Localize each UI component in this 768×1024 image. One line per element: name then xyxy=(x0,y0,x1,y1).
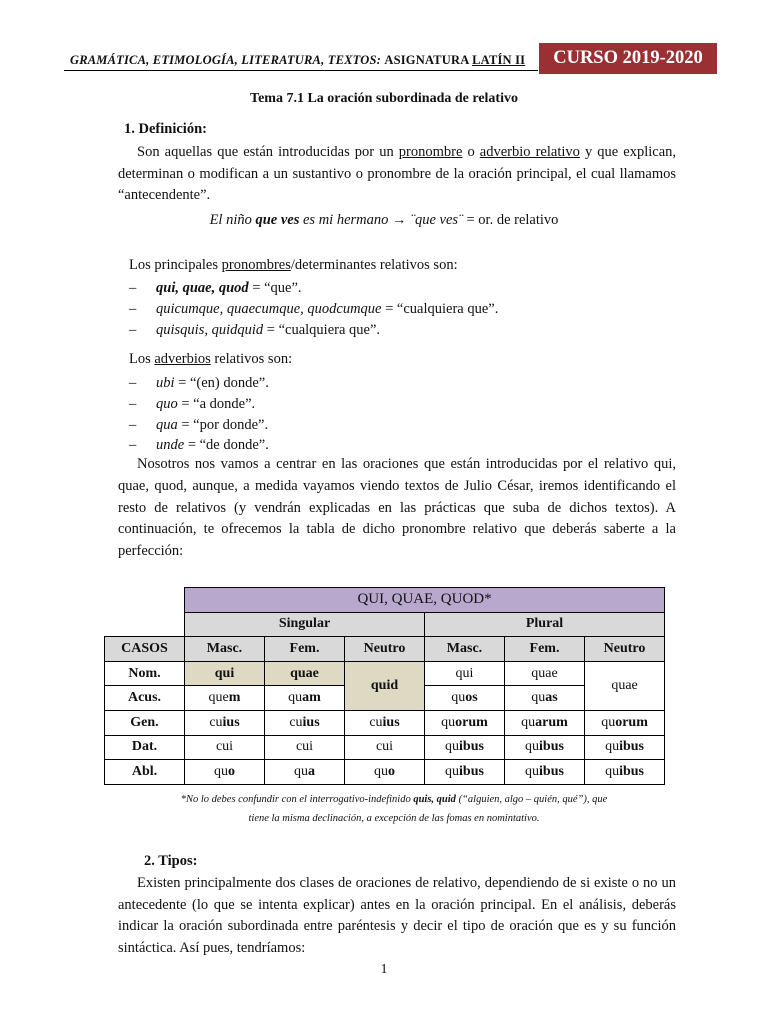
table-cell: qui xyxy=(425,661,505,686)
arrow-right-icon: → xyxy=(392,212,407,228)
table-cell: quo xyxy=(185,760,265,785)
table-cell: quarum xyxy=(505,710,585,735)
table-cell: quo xyxy=(345,760,425,785)
adverbs-label: Los adverbios relativos son: xyxy=(129,351,293,367)
table-footnote: *No lo debes confundir con el interrogativo-indefinido quis, quid (“alguien, algo – quién, qué”), que xyxy=(180,794,608,805)
table-cell: quibus xyxy=(505,735,585,760)
column-header: Masc. xyxy=(185,637,265,662)
table-cell: cuius xyxy=(185,710,265,735)
header-course-name: LATÍN II xyxy=(472,53,526,67)
table-cell: quorum xyxy=(425,710,505,735)
list-item: – qua = “por donde”. xyxy=(129,415,269,436)
casos-header: CASOS xyxy=(105,637,185,662)
column-header: Fem. xyxy=(505,637,585,662)
table-cell: cui xyxy=(345,735,425,760)
table-cell: quem xyxy=(185,686,265,711)
header-rule xyxy=(64,70,538,71)
column-header: Masc. xyxy=(425,637,505,662)
table-row xyxy=(105,760,665,785)
page-title: Tema 7.1 La oración subordinada de relativo xyxy=(250,91,518,106)
table-cell: quibus xyxy=(505,760,585,785)
case-label: Acus. xyxy=(105,686,185,711)
course-year-badge: CURSO 2019-2020 xyxy=(539,43,717,74)
table-title: QUI, QUAE, QUOD* xyxy=(185,588,665,613)
table-cell: cui xyxy=(265,735,345,760)
table-footnote-line2: tiene la misma declinación, a excepción de las fomas en nomintativo. xyxy=(248,813,540,824)
list-item: – unde = “de donde”. xyxy=(129,435,269,456)
plural-header: Plural xyxy=(425,612,665,637)
list-item: – qui, quae, quod = “que”. xyxy=(129,278,498,299)
table-cell: qua xyxy=(265,760,345,785)
example-sentence: El niño que ves es mi hermano → ¨que ves¨ = or. de relativo xyxy=(209,212,559,228)
list-item: – ubi = “(en) donde”. xyxy=(129,373,269,394)
table-cell: quas xyxy=(505,686,585,711)
table-cell: quibus xyxy=(425,760,505,785)
table-cell: quid xyxy=(345,661,425,710)
column-header: Neutro xyxy=(345,637,425,662)
definition-paragraph: Son aquellas que están introducidas por un pronombre o adverbio relativo y que explican, determinan o modifican a un sustantivo o pronombre de la oración principal, el cual llamamos “antecendente”. xyxy=(118,144,677,204)
case-label: Gen. xyxy=(105,710,185,735)
table-cell: quae xyxy=(585,661,665,710)
table-cell: qui xyxy=(185,661,265,686)
list-item: – quo = “a donde”. xyxy=(129,394,269,415)
pronouns-list xyxy=(129,278,498,340)
table-cell: quae xyxy=(265,661,345,686)
page-number: 1 xyxy=(380,962,388,977)
section-2-heading: 2. Tipos: xyxy=(144,853,198,869)
case-label: Nom. xyxy=(105,661,185,686)
table-row xyxy=(105,661,665,686)
pronouns-label: Los principales pronombres/determinantes relativos son: xyxy=(129,257,458,273)
table-cell: quorum xyxy=(585,710,665,735)
table-row xyxy=(105,735,665,760)
declension-table xyxy=(104,587,665,785)
case-label: Dat. xyxy=(105,735,185,760)
singular-header: Singular xyxy=(185,612,425,637)
column-header: Fem. xyxy=(265,637,345,662)
table-cell: quos xyxy=(425,686,505,711)
table-cell: cui xyxy=(185,735,265,760)
header-subjects: GRAMÁTICA, ETIMOLOGÍA, LITERATURA, TEXTOS xyxy=(70,53,377,67)
table-cell: quam xyxy=(265,686,345,711)
table-cell: quae xyxy=(505,661,585,686)
section-1-heading: 1. Definición: xyxy=(124,121,207,137)
table-cell: cuius xyxy=(265,710,345,735)
page-header: GRAMÁTICA, ETIMOLOGÍA, LITERATURA, TEXTOS: ASIGNATURA LATÍN II xyxy=(70,53,526,67)
column-header: Neutro xyxy=(585,637,665,662)
case-label: Abl. xyxy=(105,760,185,785)
table-cell: quibus xyxy=(585,760,665,785)
header-asignatura: ASIGNATURA xyxy=(384,53,473,67)
list-item: – quisquis, quidquid = “cualquiera que”. xyxy=(129,320,498,341)
table-cell: cuius xyxy=(345,710,425,735)
table-cell: quibus xyxy=(585,735,665,760)
table-row xyxy=(105,710,665,735)
types-paragraph: Existen principalmente dos clases de oraciones de relativo, dependiendo de si existe o no un antecedente (lo que se intenta explicar) antes en la oración principal. En el análisis, deberás indicar la oración subordinada entre paréntesis y decir el tipo de oración que es y su función sintáctica. Así pues, tendríamos: xyxy=(118,875,676,956)
intro-paragraph: Nosotros nos vamos a centrar en las oraciones que están introducidas por el relativo qui, quae, quod, aunque, a medida vayamos viendo textos de Julio César, iremos identificando el resto de relativos (y vendrán explicadas en las prácticas que suba de dichos textos). A continuación, te ofrecemos la tabla de dicho pronombre relativo que deberás saberte a la perfección: xyxy=(118,456,676,560)
table-cell: quibus xyxy=(425,735,505,760)
list-item: – quicumque, quaecumque, quodcumque = “cualquiera que”. xyxy=(129,299,498,320)
adverbs-list xyxy=(129,373,269,456)
